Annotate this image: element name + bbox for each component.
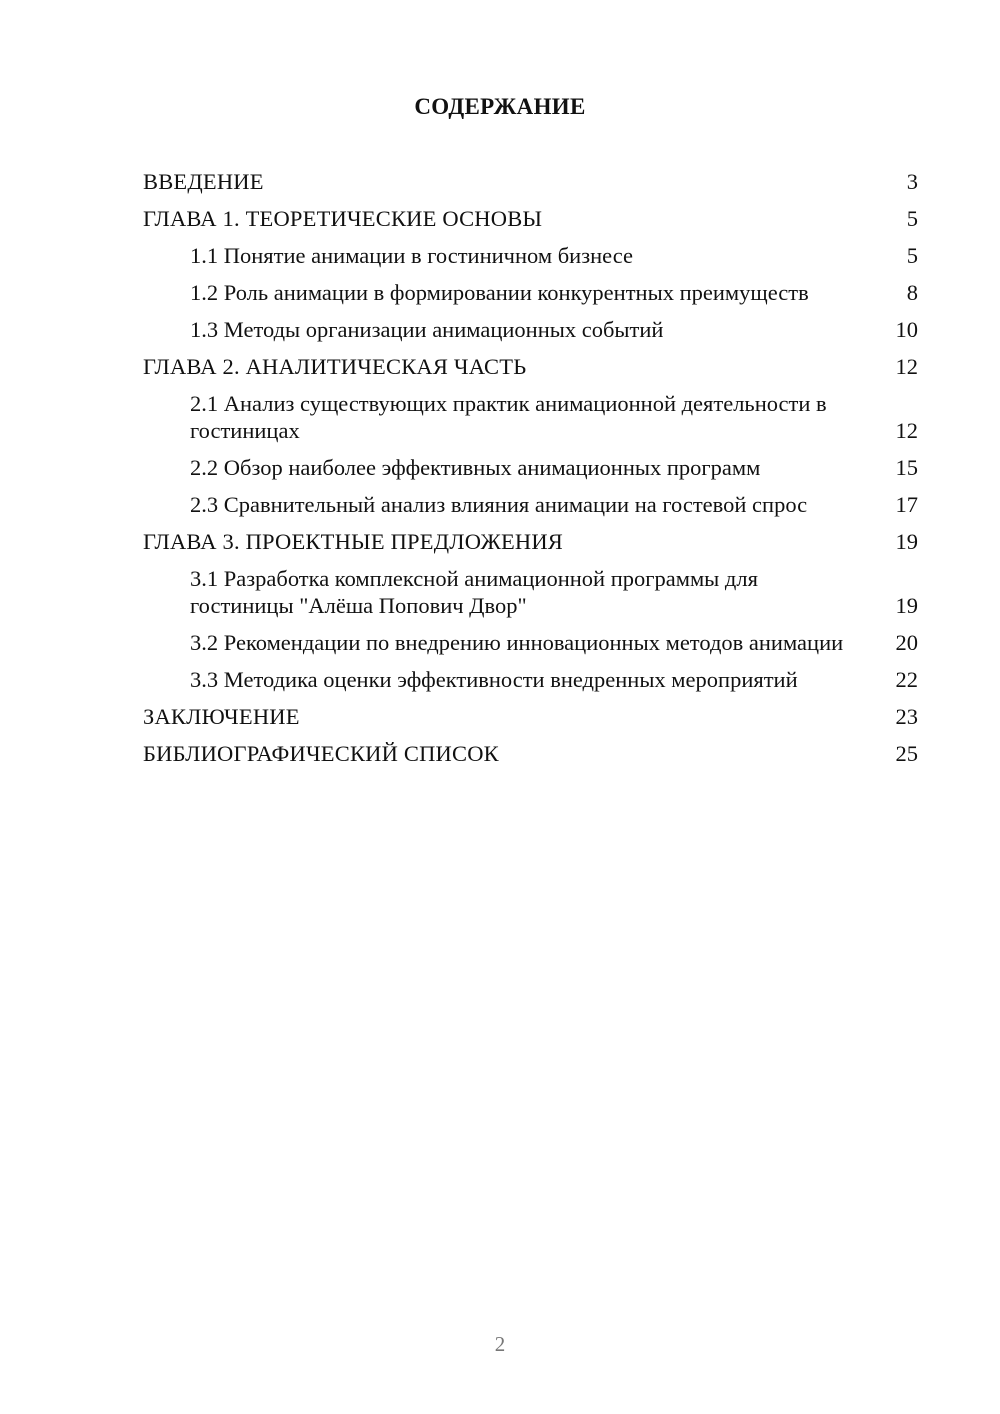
toc-entry-text: 3.2 Рекомендации по внедрению инновационных методов анимации xyxy=(190,630,844,655)
toc-entry xyxy=(143,491,918,518)
toc-entry-text: 1.1 Понятие анимации в гостиничном бизнесе xyxy=(190,243,633,268)
toc-entry-page: 5 xyxy=(906,206,918,231)
toc-entry-page: 20 xyxy=(895,630,918,655)
toc-entry-text: ГЛАВА 3. ПРОЕКТНЫЕ ПРЕДЛОЖЕНИЯ xyxy=(143,529,564,554)
toc-entry-text: 3.1 Разработка комплексной анимационной программы для гостиницы "Алёша Попович Двор" xyxy=(190,566,758,618)
toc-entry xyxy=(143,629,918,656)
toc-entry-text: 3.3 Методика оценки эффективности внедренных мероприятий xyxy=(190,667,798,692)
toc-entry xyxy=(143,242,918,269)
toc-entry xyxy=(143,279,918,306)
toc-entry-text: БИБЛИОГРАФИЧЕСКИЙ СПИСОК xyxy=(143,741,499,766)
toc-entry-text: 1.3 Методы организации анимационных событий xyxy=(190,317,664,342)
page-title: СОДЕРЖАНИЕ xyxy=(414,94,586,119)
toc-entry xyxy=(143,205,918,232)
toc-entry-page: 5 xyxy=(906,243,918,268)
toc-entry-text: 2.1 Анализ существующих практик анимационной деятельности в гостиницах xyxy=(190,391,827,443)
toc-entry-text: ГЛАВА 2. АНАЛИТИЧЕСКАЯ ЧАСТЬ xyxy=(143,354,527,379)
toc-entry-text: ГЛАВА 1. ТЕОРЕТИЧЕСКИЕ ОСНОВЫ xyxy=(143,206,543,231)
toc-entry xyxy=(143,454,918,481)
toc-entry-page: 17 xyxy=(895,492,918,517)
toc-entry xyxy=(143,353,918,380)
toc-entry-text: ЗАКЛЮЧЕНИЕ xyxy=(143,704,300,729)
toc-entry-page: 23 xyxy=(895,704,918,729)
toc-entry xyxy=(143,528,918,555)
toc-entry-text: 2.2 Обзор наиболее эффективных анимационных программ xyxy=(190,455,761,480)
toc-entry xyxy=(143,565,918,619)
toc-entry-page: 19 xyxy=(895,529,918,554)
toc-entry-page: 22 xyxy=(895,667,918,692)
toc-entry xyxy=(143,316,918,343)
toc-entry xyxy=(143,703,918,730)
toc-entry xyxy=(143,168,918,195)
toc-entry-page: 19 xyxy=(895,593,918,618)
toc-entry-text: 2.3 Сравнительный анализ влияния анимации на гостевой спрос xyxy=(190,492,808,517)
toc-entry-page: 3 xyxy=(906,169,918,194)
page-number: 2 xyxy=(494,1332,506,1356)
toc-entry xyxy=(143,390,918,444)
toc-entry xyxy=(143,666,918,693)
toc-entry-page: 25 xyxy=(895,741,918,766)
toc-entry-page: 12 xyxy=(895,354,918,379)
toc-entry xyxy=(143,740,918,767)
toc-entry-text: 1.2 Роль анимации в формировании конкурентных преимуществ xyxy=(190,280,809,305)
toc-entry-page: 15 xyxy=(895,455,918,480)
toc-entry-page: 10 xyxy=(895,317,918,342)
toc-entry-page: 8 xyxy=(906,280,918,305)
toc-entry-text: ВВЕДЕНИЕ xyxy=(143,169,264,194)
table-of-contents xyxy=(143,168,918,777)
toc-entry-page: 12 xyxy=(895,418,918,443)
